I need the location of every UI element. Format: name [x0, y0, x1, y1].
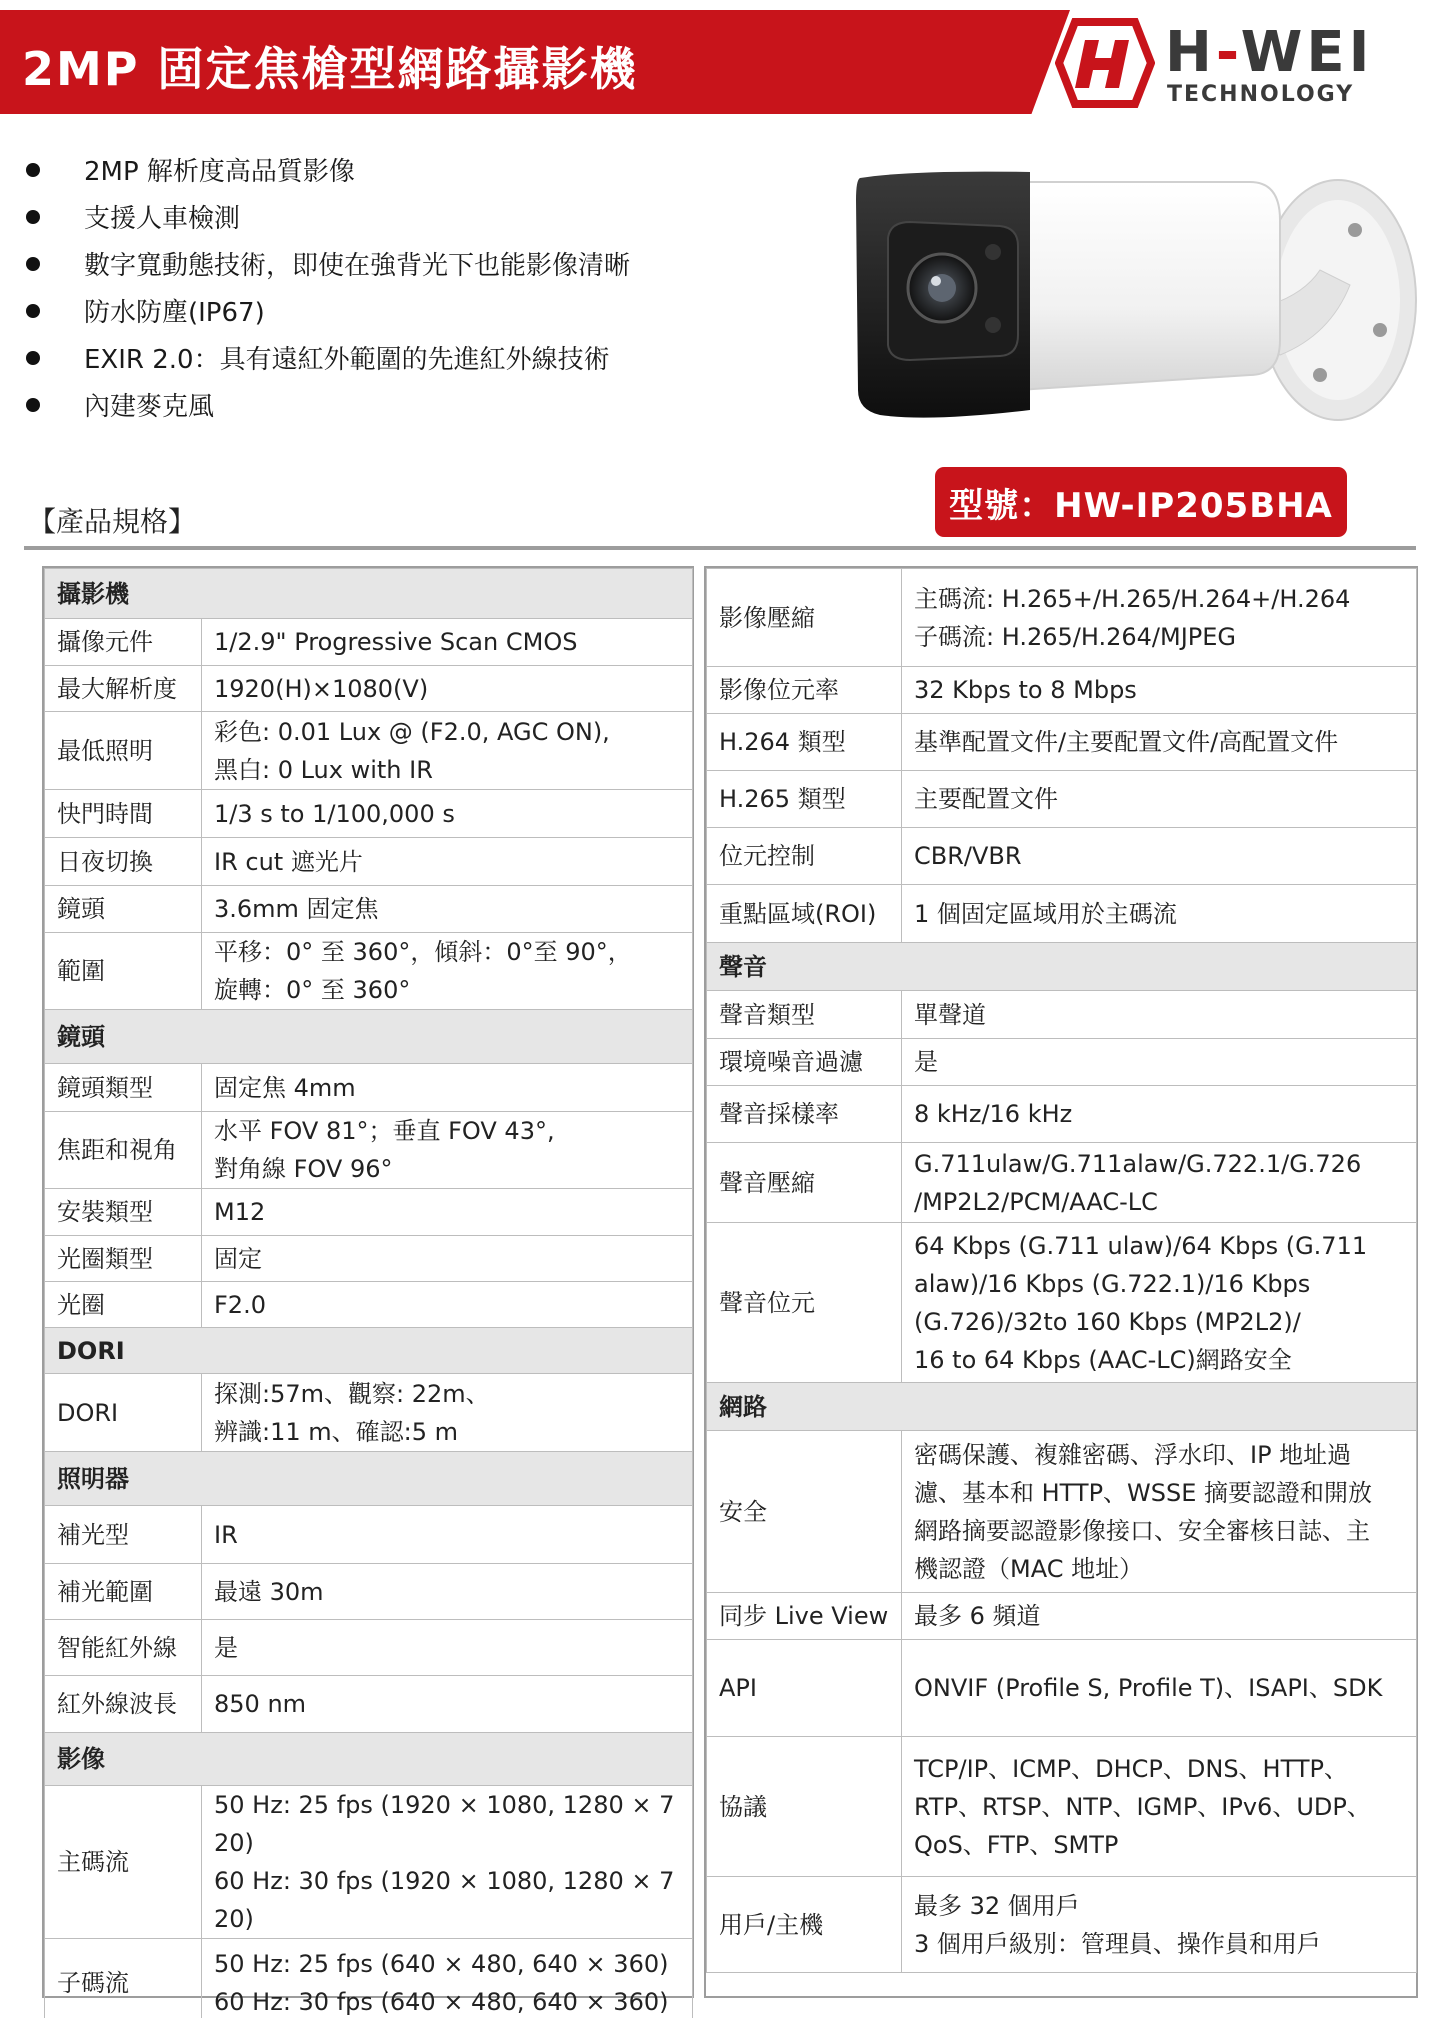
- spec-label: 重點區域(ROI): [707, 885, 902, 943]
- spec-label: 紅外線波長: [45, 1676, 202, 1733]
- spec-label: 聲音類型: [707, 991, 902, 1039]
- spec-value-line: 固定: [214, 1244, 262, 1273]
- spec-value-line: 網路摘要認證影像接口、安全審核日誌、主: [914, 1516, 1370, 1545]
- spec-value-line: 16 to 64 Kbps (AAC-LC)網路安全: [914, 1345, 1292, 1374]
- bullet-icon: [26, 210, 40, 224]
- logo-wordmark: H-WEI: [1165, 20, 1374, 85]
- spec-value: [902, 991, 1417, 1039]
- spec-label: H.265 類型: [707, 771, 902, 828]
- spec-row: [45, 666, 693, 712]
- spec-value-line: 是: [214, 1633, 238, 1662]
- spec-row: [45, 1506, 693, 1564]
- spec-value-line: QoS、FTP、SMTP: [914, 1830, 1119, 1859]
- spec-value-line: 60 Hz: 30 fps (640 × 480, 640 × 360): [214, 1987, 669, 2016]
- spec-value: [202, 886, 693, 933]
- bullet-camera-image: [850, 160, 1430, 450]
- header-banner: [0, 0, 1440, 116]
- spec-label: 用戶/主機: [707, 1877, 902, 1973]
- spec-value-line: 1/2.9" Progressive Scan CMOS: [214, 628, 578, 656]
- spec-label: 攝像元件: [45, 619, 202, 666]
- spec-value: [202, 1620, 693, 1676]
- spec-value-line: 密碼保護、複雜密碼、浮水印、IP 地址過: [914, 1440, 1352, 1469]
- section-header-row: [45, 1452, 693, 1506]
- section-title: DORI: [45, 1328, 693, 1374]
- feature-item: 2MP 解析度高品質影像: [20, 146, 630, 193]
- spec-value: [902, 828, 1417, 885]
- spec-label: 聲音壓縮: [707, 1143, 902, 1223]
- feature-item: 支援人車檢測: [20, 193, 630, 240]
- spec-row: [45, 1564, 693, 1620]
- feature-list: [20, 146, 630, 428]
- spec-value: [202, 1676, 693, 1733]
- bullet-icon: [26, 304, 40, 318]
- spec-value-line: 機認證（MAC 地址）: [914, 1554, 1144, 1583]
- section-title: 聲音: [707, 943, 1417, 991]
- spec-label: 補光型: [45, 1506, 202, 1564]
- spec-label: 範圍: [45, 933, 202, 1010]
- spec-heading: 【產品規格】: [28, 505, 197, 538]
- spec-value: [202, 1112, 693, 1189]
- spec-label: 環境噪音過濾: [707, 1039, 902, 1086]
- spec-label: 快門時間: [45, 790, 202, 838]
- spec-row: [707, 1431, 1417, 1593]
- spec-row: [707, 1039, 1417, 1086]
- feature-item: EXIR 2.0：具有遠紅外範圍的先進紅外線技術: [20, 334, 630, 381]
- spec-value-line: 3 個用戶級別：管理員、操作員和用戶: [914, 1929, 1321, 1958]
- spec-value-line: 1920(H)×1080(V): [214, 674, 429, 703]
- spec-value: [902, 714, 1417, 771]
- spec-label: 安全: [707, 1431, 902, 1593]
- spec-value: [202, 1506, 693, 1564]
- spec-value: [902, 569, 1417, 667]
- spec-row: [45, 1236, 693, 1282]
- spec-value-line: 最多 32 個用戶: [914, 1891, 1080, 1920]
- spec-value-line: 彩色: 0.01 Lux @ (F2.0, AGC ON),: [214, 717, 610, 746]
- spec-value: [202, 790, 693, 838]
- spec-value-line: 黑白: 0 Lux with IR: [214, 755, 433, 784]
- spec-value-line: 水平 FOV 81°；垂直 FOV 43°,: [214, 1117, 555, 1145]
- spec-value: [202, 1236, 693, 1282]
- spec-row: [707, 771, 1417, 828]
- spec-value-line: TCP/IP、ICMP、DHCP、DNS、HTTP、: [914, 1754, 1348, 1783]
- spec-label: 日夜切換: [45, 838, 202, 886]
- spec-label: 光圈類型: [45, 1236, 202, 1282]
- spec-row: [707, 828, 1417, 885]
- brand-logo: [1055, 18, 1435, 114]
- spec-value-line: 最多 6 頻道: [914, 1602, 1041, 1630]
- spec-row: [45, 1189, 693, 1236]
- spec-row: [45, 790, 693, 838]
- section-header-row: [45, 1328, 693, 1374]
- spec-row: [45, 619, 693, 666]
- spec-row: [45, 838, 693, 886]
- spec-value: [202, 712, 693, 790]
- spec-value-line: 固定焦 4mm: [214, 1073, 356, 1102]
- spec-value-line: 3.6mm 固定焦: [214, 895, 379, 923]
- spec-value: [202, 1374, 693, 1452]
- section-header-row: [707, 943, 1417, 991]
- logo-subtitle: TECHNOLOGY: [1167, 82, 1355, 107]
- spec-row: [707, 1223, 1417, 1383]
- spec-value: [902, 1223, 1417, 1383]
- spec-row: [45, 1064, 693, 1112]
- bullet-icon: [26, 257, 40, 271]
- spec-row: [707, 1877, 1417, 1973]
- spec-value: [202, 838, 693, 886]
- spec-value-line: (G.726)/32to 160 Kbps (MP2L2)/: [914, 1307, 1301, 1336]
- section-header-row: [45, 569, 693, 619]
- spec-value-line: 50 Hz: 25 fps (1920 × 1080, 1280 × 720): [214, 1791, 675, 1857]
- spec-table-left: [44, 568, 693, 2018]
- spec-label: 鏡頭: [45, 886, 202, 933]
- spec-value-line: 是: [914, 1048, 938, 1076]
- spec-value: [902, 1737, 1417, 1877]
- spec-value: [902, 1143, 1417, 1223]
- spec-value-line: 60 Hz: 30 fps (1920 × 1080, 1280 × 720): [214, 1867, 675, 1933]
- spec-row: [45, 886, 693, 933]
- spec-row: [45, 1620, 693, 1676]
- bullet-icon: [26, 398, 40, 412]
- spec-row: [707, 569, 1417, 667]
- spec-label: 焦距和視角: [45, 1112, 202, 1189]
- feature-item: 內建麥克風: [20, 381, 630, 428]
- spec-value-line: alaw)/16 Kbps (G.722.1)/16 Kbps: [914, 1269, 1311, 1298]
- spec-value: [202, 666, 693, 712]
- spec-label: H.264 類型: [707, 714, 902, 771]
- spec-label: 智能紅外線: [45, 1620, 202, 1676]
- spec-row: [707, 885, 1417, 943]
- spec-value: [902, 1640, 1417, 1737]
- divider: [24, 546, 1416, 550]
- spec-label: 位元控制: [707, 828, 902, 885]
- spec-row: [707, 1593, 1417, 1640]
- spec-row: [707, 1086, 1417, 1143]
- spec-value: [202, 619, 693, 666]
- spec-value: [202, 1189, 693, 1236]
- spec-value-line: 濾、基本和 HTTP、WSSE 摘要認證和開放: [914, 1478, 1373, 1507]
- spec-row: [45, 1939, 693, 2018]
- spec-value-line: 探測:57m、觀察: 22m、: [214, 1379, 490, 1408]
- spec-label: 子碼流: [45, 1939, 202, 2018]
- spec-row: [45, 1374, 693, 1452]
- feature-item: 數字寬動態技術，即使在強背光下也能影像清晰: [20, 240, 630, 287]
- spec-value-line: 32 Kbps to 8 Mbps: [914, 676, 1137, 704]
- spec-row: [45, 1786, 693, 1939]
- spec-value-line: F2.0: [214, 1290, 266, 1319]
- spec-value-line: 最遠 30m: [214, 1577, 324, 1606]
- spec-value-line: 主碼流: H.265+/H.265/H.264+/H.264: [914, 584, 1351, 613]
- spec-label: 主碼流: [45, 1786, 202, 1939]
- spec-value-line: 850 nm: [214, 1690, 307, 1718]
- spec-label: 光圈: [45, 1282, 202, 1328]
- section-title: 攝影機: [45, 569, 693, 619]
- model-badge: 型號：HW-IP205BHA: [935, 467, 1347, 537]
- spec-value-line: 8 kHz/16 kHz: [914, 1100, 1073, 1128]
- spec-value-line: ONVIF (Profile S, Profile T)、ISAPI、SDK: [914, 1674, 1383, 1702]
- spec-label: API: [707, 1640, 902, 1737]
- feature-item: 防水防塵(IP67): [20, 287, 630, 334]
- spec-label: 安裝類型: [45, 1189, 202, 1236]
- page-title: 2MP 固定焦槍型網路攝影機: [22, 42, 638, 96]
- spec-value-line: 旋轉：0° 至 360°: [214, 976, 411, 1004]
- spec-value-line: IR: [214, 1520, 238, 1549]
- spec-label: 協議: [707, 1737, 902, 1877]
- spec-value: [202, 1786, 693, 1939]
- spec-value-line: 子碼流: H.265/H.264/MJPEG: [914, 622, 1237, 651]
- spec-label: 最低照明: [45, 712, 202, 790]
- spec-row: [45, 1112, 693, 1189]
- section-header-row: [707, 1383, 1417, 1431]
- bullet-icon: [26, 163, 40, 177]
- spec-value-line: 辨識:11 m、確認:5 m: [214, 1417, 458, 1446]
- spec-value-line: G.711ulaw/G.711alaw/G.722.1/G.726: [914, 1149, 1362, 1178]
- section-title: 影像: [45, 1733, 693, 1786]
- spec-value-line: M12: [214, 1198, 266, 1226]
- spec-value: [902, 1877, 1417, 1973]
- spec-value-line: IR cut 遮光片: [214, 847, 363, 876]
- spec-value: [902, 771, 1417, 828]
- spec-label: 聲音位元: [707, 1223, 902, 1383]
- spec-row: [45, 1676, 693, 1733]
- spec-value-line: /MP2L2/PCM/AAC-LC: [914, 1187, 1158, 1216]
- spec-value-line: 對角線 FOV 96°: [214, 1155, 393, 1183]
- spec-label: 聲音採樣率: [707, 1086, 902, 1143]
- spec-row: [707, 1737, 1417, 1877]
- spec-value-line: RTP、RTSP、NTP、IGMP、IPv6、UDP、: [914, 1792, 1371, 1821]
- spec-value-line: 單聲道: [914, 1000, 986, 1029]
- hwei-logo-icon: [1055, 18, 1155, 108]
- spec-value: [902, 667, 1417, 714]
- spec-row: [45, 712, 693, 790]
- spec-label: 影像壓縮: [707, 569, 902, 667]
- spec-row: [707, 1640, 1417, 1737]
- spec-value: [902, 1431, 1417, 1593]
- spec-value: [902, 1593, 1417, 1640]
- spec-value: [202, 1064, 693, 1112]
- spec-row: [707, 714, 1417, 771]
- spec-label: 鏡頭類型: [45, 1064, 202, 1112]
- spec-value-line: 主要配置文件: [914, 785, 1058, 813]
- spec-value-line: CBR/VBR: [914, 842, 1022, 870]
- section-header-row: [45, 1010, 693, 1064]
- spec-label: DORI: [45, 1374, 202, 1452]
- spec-row: [45, 1282, 693, 1328]
- spec-table-right: [706, 568, 1417, 1973]
- spec-label: 最大解析度: [45, 666, 202, 712]
- section-title: 鏡頭: [45, 1010, 693, 1064]
- spec-value: [202, 1939, 693, 2018]
- section-title: 網路: [707, 1383, 1417, 1431]
- spec-value-line: 50 Hz: 25 fps (640 × 480, 640 × 360): [214, 1949, 669, 1978]
- spec-row: [45, 933, 693, 1010]
- spec-label: 影像位元率: [707, 667, 902, 714]
- spec-value: [902, 1039, 1417, 1086]
- spec-value: [902, 885, 1417, 943]
- spec-row: [707, 991, 1417, 1039]
- bullet-icon: [26, 351, 40, 365]
- spec-value: [202, 1282, 693, 1328]
- spec-row: [707, 1143, 1417, 1223]
- spec-value-line: 1 個固定區域用於主碼流: [914, 899, 1177, 928]
- spec-value-line: 平移：0° 至 360°，傾斜：0°至 90°，: [214, 938, 632, 966]
- spec-value: [902, 1086, 1417, 1143]
- spec-value-line: 基準配置文件/主要配置文件/高配置文件: [914, 728, 1339, 756]
- spec-value-line: 1/3 s to 1/100,000 s: [214, 799, 455, 828]
- spec-label: 補光範圍: [45, 1564, 202, 1620]
- section-title: 照明器: [45, 1452, 693, 1506]
- spec-label: 同步 Live View: [707, 1593, 902, 1640]
- spec-value: [202, 1564, 693, 1620]
- section-header-row: [45, 1733, 693, 1786]
- spec-value: [202, 933, 693, 1010]
- spec-row: [707, 667, 1417, 714]
- spec-value-line: 64 Kbps (G.711 ulaw)/64 Kbps (G.711: [914, 1231, 1368, 1260]
